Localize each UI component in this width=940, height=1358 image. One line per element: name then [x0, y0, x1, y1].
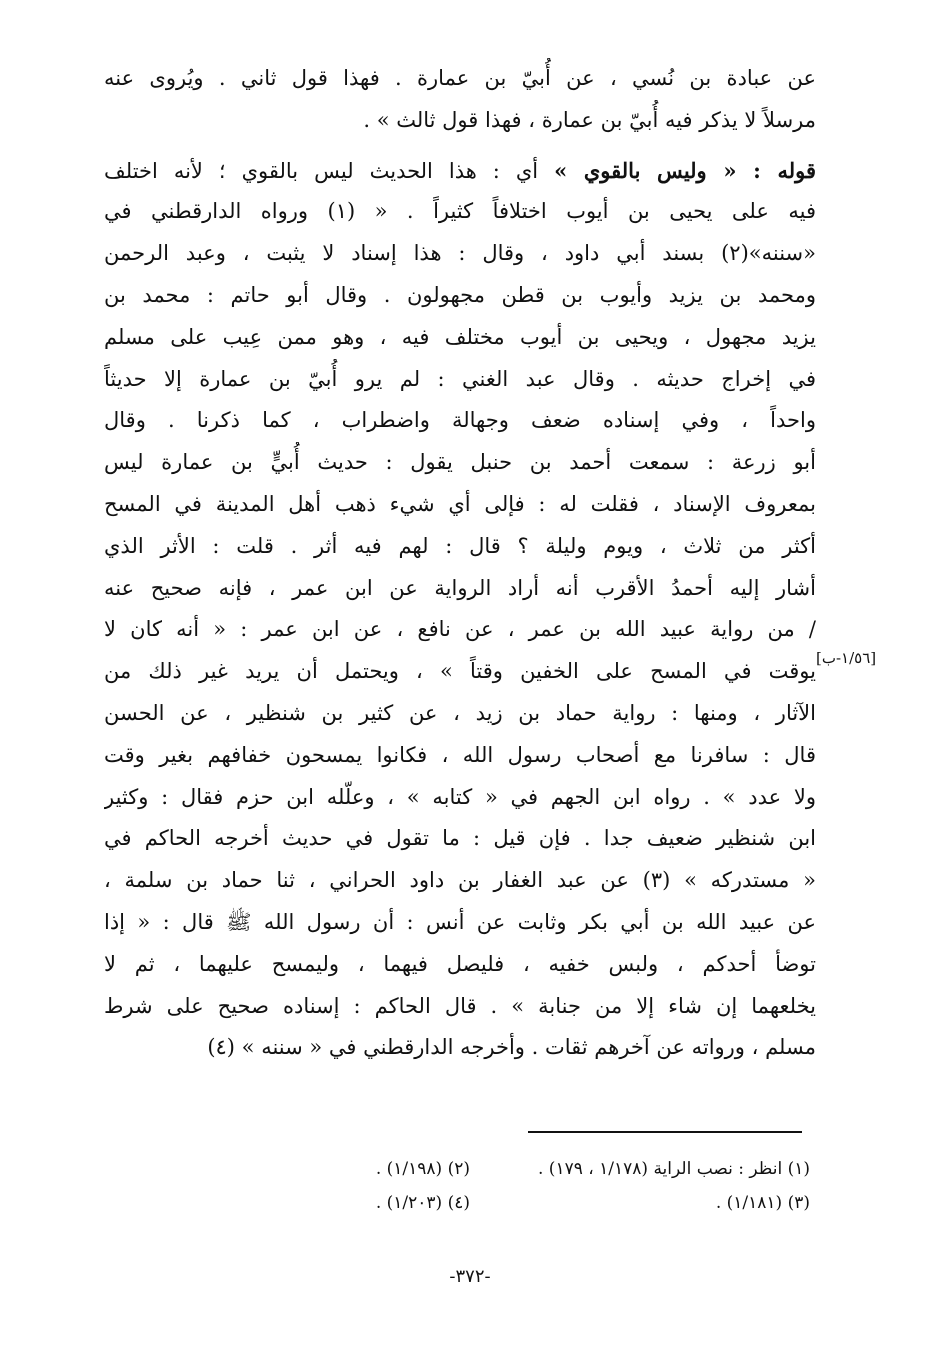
text-line: يوقت في المسح على الخفين وقتاً » ، ويحتمل أن يريد غير ذلك من [104, 659, 816, 684]
text-line: عن عبادة بن نُسي ، عن أُبيّ بن عمارة . فهذا قول ثاني . ويُروى عنه [104, 66, 816, 90]
text-line: يزيد مجهول ، ويحيى بن أيوب مختلف فيه ، وهو ممن عِيب على مسلم [104, 324, 816, 349]
text-line: أشار إليه أحمدُ الأقرب أنه أراد الرواية عن ابن عمر ، فإنه صحيح عنه [104, 575, 816, 600]
text-line-lead: قوله : « وليس بالقوي » أي : هذا الحديث ليس بالقوي ؛ لأنه اختلف [104, 157, 816, 183]
text-line: في إخراج حديثه . وقال عبد الغني : لم يرو أُبيّ بن عمارة إلا حديثاً [104, 366, 816, 391]
manuscript-folio-marker: [١/٥٦-ب] [816, 649, 877, 667]
footnote-1: (١) انظر : نصب الراية (١/١٧٨ ، ١٧٩) . [537, 1159, 810, 1179]
footnote-divider [528, 1131, 802, 1133]
text-line: توضأ أحدكم ، ولبس خفيه ، فليصل فيهما ، وليمسح عليهما ، ثم لا [104, 951, 816, 976]
footnote-row [180, 1186, 810, 1220]
text-line: / من رواية عبيد الله بن عمر ، عن نافع ، عن ابن عمر : « أنه كان لا [104, 617, 816, 642]
text-line: قال : سافرنا مع أصحاب رسول الله ، فكانوا يمسحون خفافهم بغير وقت [104, 742, 816, 767]
text-line: أكثر من ثلاث ، ويوم وليلة ؟ قال : لهم فيه أثر . قلت : الأثر الذي [104, 533, 816, 558]
text-line: مسلم ، ورواته عن آخرهم ثقات . وأخرجه الدارقطني في « سننه » (٤) [207, 1035, 816, 1060]
text-line: «سننه»(٢) بسند أبي داود ، وقال : هذا إسناد لا يثبت ، وعبد الرحمن [104, 241, 816, 266]
text-line: ومحمد بن يزيد وأيوب بن قطن مجهولون . وقال أبو حاتم : محمد بن [104, 282, 816, 307]
text-line: يخلعهما إن شاء إلا من جنابة » . قال الحاكم : إسناده صحيح على شرط [104, 993, 816, 1018]
footnote-4: (٤) (١/٢٠٣) . [375, 1193, 470, 1213]
text-line: أبو زرعة : سمعت أحمد بن حنبل يقول : حديث أُبيٍّ بن عمارة ليس [104, 450, 816, 475]
text-line: ولا عدد » . رواه ابن الجهم في « كتابه » ، وعلّله ابن حزم فقال : وكثير [104, 784, 816, 809]
footnote-2: (٢) (١/١٩٨) . [375, 1159, 470, 1179]
text-line: ابن شنظير ضعيف جدا . فإن قيل : ما تقول في حديث أخرجه الحاكم في [104, 826, 816, 851]
text-line: فيه على يحيى بن أيوب اختلافاً كثيراً . « (١) ورواه الدارقطني في [104, 199, 816, 224]
text-line: الآثار ، ومنها : رواية حماد بن زيد ، عن كثير بن شنظير ، عن الحسن [104, 700, 816, 725]
text-line: « مستدركه » (٣) عن عبد الغفار بن داود الحراني ، ثنا حماد بن سلمة ، [104, 868, 816, 893]
text-line: بمعروف الإسناد ، فقلت له : فإلى أي شيء ذهب أهل المدينة في المسح [104, 491, 816, 516]
text-line: مرسلاً لا يذكر فيه أُبيّ بن عمارة ، فهذا قول ثالث » . [363, 107, 816, 132]
footnote-row [180, 1152, 810, 1186]
main-text [104, 58, 816, 1069]
text-line: عن عبيد الله بن أبي بكر وثابت عن أنس : أن رسول الله ﷺ قال : « إذا [104, 909, 816, 934]
footnotes [180, 1152, 810, 1220]
bold-heading-phrase: قوله : « وليس بالقوي » [554, 157, 816, 183]
footnote-3: (٣) (١/١٨١) . [715, 1193, 810, 1213]
text-line: واحداً ، وفي إسناده ضعف وجهالة واضطراب ، كما ذكرنا . وقال [104, 408, 816, 433]
page-number: -٣٧٢- [449, 1266, 491, 1287]
